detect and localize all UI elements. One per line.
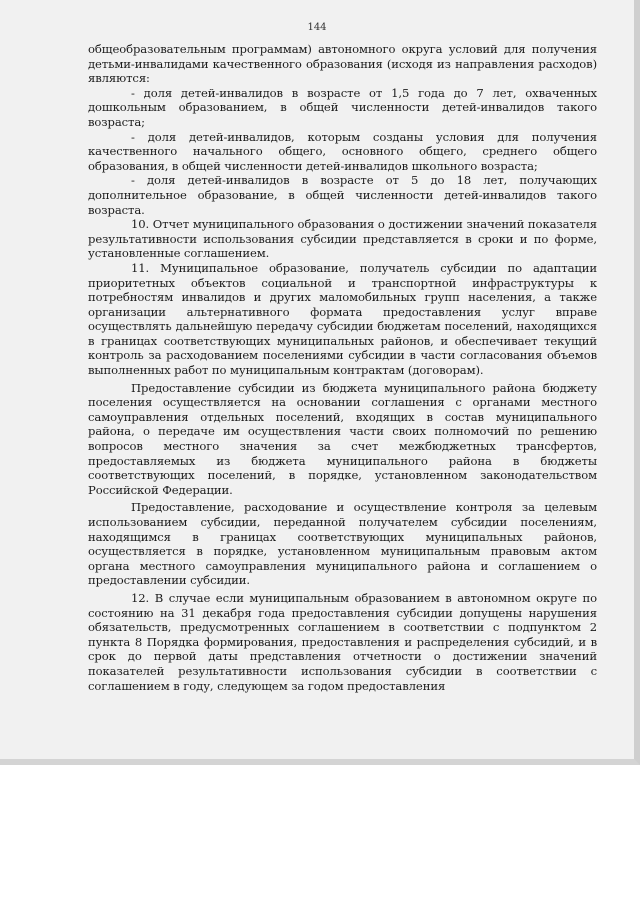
paragraph-item-11: 11. Муниципальное образование, получатель субсидии по адаптации приоритетных объектов социальной и транспортной инфраструктуры к потребностям инвалидов и других маломобильных групп населения, а также организации альтернативного формата предоставления услуг вправе осуществлять дальнейшую передачу субсидии бюджетам поселений, находящихся в границах соответствующих муниципальных районов, и обеспечивает текущий контроль за расходованием поселениями субсидии в части согласования объемов выполненных работ по муниципальным контрактам (договорам). — [88, 260, 597, 378]
paragraph-item-10: 10. Отчет муниципального образования о достижении значений показателя результативности использования субсидии представляется в сроки и по форме, установленные соглашением. — [88, 217, 597, 261]
document-body — [88, 42, 597, 693]
page-number: 144 — [307, 22, 327, 33]
paragraph-subsidy-control: Предоставление, расходование и осуществление контроля за целевым использованием субсидии, переданной получателем субсидии поселениям, находящимся в границах соответствующих муниципальных районов, осуществляется в порядке, установленном муниципальным правовым актом органа местного самоуправления муниципального района и соглашением о предоставлении субсидии. — [88, 500, 597, 588]
paragraph-intro: общеобразовательным программам) автономного округа условий для получения детьми-инвалидами качественного образования (исходя из направления расходов) являются: — [88, 42, 597, 86]
paragraph-indicator-preschool: - доля детей-инвалидов в возрасте от 1,5 года до 7 лет, охваченных дошкольным образованием, в общей численности детей-инвалидов такого возраста; — [88, 85, 597, 129]
paragraph-item-12: 12. В случае если муниципальным образованием в автономном округе по состоянию на 31 декабря года предоставления субсидии допущены нарушения обязательств, предусмотренных соглашением в соответствии с подпунктом 2 пункта 8 Порядка формирования, предоставления и распределения субсидий, и в срок до первой даты представления отчетности о достижении значений показателей результативности использования субсидии в соответствии с соглашением в году, следующем за годом предоставления — [88, 590, 597, 693]
blank-area — [0, 765, 640, 905]
paragraph-indicator-school: - доля детей-инвалидов, которым созданы условия для получения качественного начального общего, основного общего, среднего общего образования, в общей численности детей-инвалидов школьного возраста; — [88, 129, 597, 173]
paragraph-indicator-additional: - доля детей-инвалидов в возрасте от 5 до 18 лет, получающих дополнительное образование, в общей численности детей-инвалидов такого возраста. — [88, 173, 597, 217]
paragraph-subsidy-transfer: Предоставление субсидии из бюджета муниципального района бюджету поселения осуществляется на основании соглашения с органами местного самоуправления отдельных поселений, входящих в состав муниципального района, о передаче им осуществления части своих полномочий по решению вопросов местного значения за счет межбюджетных трансфертов, предоставляемых из бюджета муниципального района в бюджеты соответствующих поселений, в порядке, установленном законодательством Российской Федерации. — [88, 380, 597, 497]
